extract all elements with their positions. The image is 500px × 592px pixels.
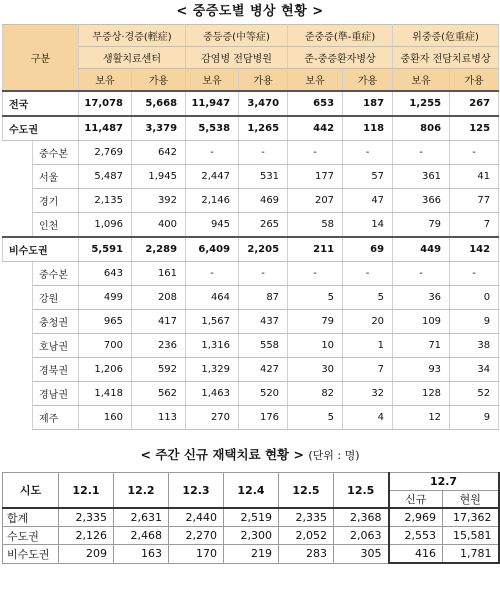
home-care-title xyxy=(0,444,500,466)
value-cell: 5 xyxy=(343,286,393,310)
value-cell: 71 xyxy=(393,334,450,358)
value-cell: 2,146 xyxy=(186,189,239,213)
row-label: 충청권 xyxy=(33,310,79,334)
value-cell: 209 xyxy=(59,545,114,564)
value-cell: 30 xyxy=(288,358,343,382)
value-cell: 366 xyxy=(393,189,450,213)
value-cell: 163 xyxy=(114,545,169,564)
row-label: 호남권 xyxy=(33,334,79,358)
value-cell: 36 xyxy=(393,286,450,310)
value-cell: - xyxy=(239,141,288,165)
value-cell: 965 xyxy=(79,310,132,334)
unit-label: (단위 : 명) xyxy=(308,449,360,462)
value-cell: 427 xyxy=(239,358,288,382)
value-cell: 437 xyxy=(239,310,288,334)
col-avail-header: 가용 xyxy=(450,69,499,92)
value-cell: 806 xyxy=(393,116,450,141)
value-cell: 2,335 xyxy=(279,508,334,527)
value-cell: - xyxy=(343,141,393,165)
value-cell: 267 xyxy=(450,91,499,116)
region-row xyxy=(3,334,499,358)
value-cell: 109 xyxy=(393,310,450,334)
row-label: 강원 xyxy=(33,286,79,310)
value-cell: 2,335 xyxy=(59,508,114,527)
value-cell: 1,206 xyxy=(79,358,132,382)
region-row xyxy=(3,213,499,238)
value-cell: 2,063 xyxy=(334,527,389,545)
value-cell: 87 xyxy=(239,286,288,310)
value-cell: 442 xyxy=(288,116,343,141)
home-care-table xyxy=(2,472,500,564)
value-cell: 10 xyxy=(288,334,343,358)
value-cell: 6,409 xyxy=(186,237,239,262)
value-cell: 1,316 xyxy=(186,334,239,358)
facility-header: 중환자 전담치료병상 xyxy=(393,47,499,69)
indent-cell xyxy=(3,382,33,406)
region-row xyxy=(3,286,499,310)
region-row xyxy=(3,189,499,213)
value-cell: 562 xyxy=(132,382,186,406)
value-cell: 400 xyxy=(132,213,186,238)
value-cell: - xyxy=(450,262,499,286)
col-have-header: 보유 xyxy=(288,69,343,92)
value-cell: 208 xyxy=(132,286,186,310)
value-cell: 5,487 xyxy=(79,165,132,189)
value-cell: 118 xyxy=(343,116,393,141)
value-cell: 2,270 xyxy=(169,527,224,545)
value-cell: 643 xyxy=(79,262,132,286)
bed-status-table xyxy=(2,24,499,430)
value-cell: 17,078 xyxy=(79,91,132,116)
value-cell: 82 xyxy=(288,382,343,406)
row-label: 경기 xyxy=(33,189,79,213)
value-cell: 125 xyxy=(450,116,499,141)
bed-status-title: < 중증도별 병상 현황 > xyxy=(176,4,324,19)
value-cell: 499 xyxy=(79,286,132,310)
col-avail-header: 가용 xyxy=(239,69,288,92)
latest-date-header: 12.7 xyxy=(389,473,499,491)
row-label: 전국 xyxy=(3,91,79,116)
current-cases-header: 현원 xyxy=(443,491,499,509)
value-cell: 11,487 xyxy=(79,116,132,141)
value-cell: 32 xyxy=(343,382,393,406)
row-label: 합계 xyxy=(3,508,59,527)
value-cell: 211 xyxy=(288,237,343,262)
value-cell: 176 xyxy=(239,406,288,430)
value-cell: 2,769 xyxy=(79,141,132,165)
value-cell: 2,300 xyxy=(224,527,279,545)
value-cell: 1,418 xyxy=(79,382,132,406)
value-cell: 1,567 xyxy=(186,310,239,334)
value-cell: 236 xyxy=(132,334,186,358)
indent-cell xyxy=(3,310,33,334)
value-cell: 531 xyxy=(239,165,288,189)
value-cell: 7 xyxy=(343,358,393,382)
home-care-row xyxy=(3,545,499,564)
value-cell: 4 xyxy=(343,406,393,430)
value-cell: 170 xyxy=(169,545,224,564)
value-cell: 177 xyxy=(288,165,343,189)
value-cell: 558 xyxy=(239,334,288,358)
gubun-header: 구분 xyxy=(3,25,79,92)
value-cell: 47 xyxy=(343,189,393,213)
value-cell: 1,265 xyxy=(239,116,288,141)
value-cell: 2,440 xyxy=(169,508,224,527)
value-cell: 69 xyxy=(343,237,393,262)
indent-cell xyxy=(3,189,33,213)
value-cell: 2,135 xyxy=(79,189,132,213)
row-label: 경북권 xyxy=(33,358,79,382)
value-cell: 41 xyxy=(450,165,499,189)
value-cell: 9 xyxy=(450,406,499,430)
value-cell: 142 xyxy=(450,237,499,262)
value-cell: 5,668 xyxy=(132,91,186,116)
value-cell: 1,096 xyxy=(79,213,132,238)
value-cell: 93 xyxy=(393,358,450,382)
value-cell: 161 xyxy=(132,262,186,286)
value-cell: 52 xyxy=(450,382,499,406)
value-cell: 17,362 xyxy=(443,508,499,527)
value-cell: 12 xyxy=(393,406,450,430)
value-cell: 417 xyxy=(132,310,186,334)
value-cell: 1,255 xyxy=(393,91,450,116)
value-cell: 305 xyxy=(334,545,389,564)
col-avail-header: 가용 xyxy=(132,69,186,92)
value-cell: - xyxy=(343,262,393,286)
value-cell: 1 xyxy=(343,334,393,358)
value-cell: - xyxy=(393,262,450,286)
summary-row xyxy=(3,237,499,262)
row-label: 비수도권 xyxy=(3,237,79,262)
summary-row xyxy=(3,116,499,141)
indent-cell xyxy=(3,262,33,286)
value-cell: 2,052 xyxy=(279,527,334,545)
region-row xyxy=(3,382,499,406)
region-header: 시도 xyxy=(3,473,59,509)
value-cell: 3,470 xyxy=(239,91,288,116)
value-cell: 5,538 xyxy=(186,116,239,141)
value-cell: 283 xyxy=(279,545,334,564)
value-cell: 14 xyxy=(343,213,393,238)
new-cases-header: 신규 xyxy=(389,491,443,509)
value-cell: - xyxy=(288,262,343,286)
value-cell: - xyxy=(450,141,499,165)
date-header: 12.3 xyxy=(169,473,224,509)
facility-header: 준-중증환자병상 xyxy=(288,47,393,69)
value-cell: 207 xyxy=(288,189,343,213)
indent-cell xyxy=(3,358,33,382)
value-cell: 392 xyxy=(132,189,186,213)
group-header: 무증상·경증(輕症) xyxy=(79,25,186,47)
summary-row xyxy=(3,91,499,116)
value-cell: 2,289 xyxy=(132,237,186,262)
value-cell: 187 xyxy=(343,91,393,116)
row-label: 인천 xyxy=(33,213,79,238)
value-cell: 642 xyxy=(132,141,186,165)
value-cell: 5,591 xyxy=(79,237,132,262)
indent-cell xyxy=(3,141,33,165)
region-row xyxy=(3,262,499,286)
col-have-header: 보유 xyxy=(393,69,450,92)
date-header: 12.2 xyxy=(114,473,169,509)
value-cell: 945 xyxy=(186,213,239,238)
value-cell: 15,581 xyxy=(443,527,499,545)
row-label: 비수도권 xyxy=(3,545,59,564)
indent-cell xyxy=(3,213,33,238)
row-label: 수도권 xyxy=(3,527,59,545)
value-cell: 160 xyxy=(79,406,132,430)
value-cell: 520 xyxy=(239,382,288,406)
value-cell: 2,468 xyxy=(114,527,169,545)
row-label: 제주 xyxy=(33,406,79,430)
row-label: 중수본 xyxy=(33,141,79,165)
indent-cell xyxy=(3,165,33,189)
value-cell: 0 xyxy=(450,286,499,310)
value-cell: 653 xyxy=(288,91,343,116)
group-header: 준중증(準-重症) xyxy=(288,25,393,47)
value-cell: 416 xyxy=(389,545,443,564)
row-label: 수도권 xyxy=(3,116,79,141)
value-cell: 79 xyxy=(288,310,343,334)
value-cell: 3,379 xyxy=(132,116,186,141)
region-row xyxy=(3,358,499,382)
value-cell: 1,781 xyxy=(443,545,499,564)
value-cell: 464 xyxy=(186,286,239,310)
value-cell: 361 xyxy=(393,165,450,189)
value-cell: 265 xyxy=(239,213,288,238)
value-cell: 2,631 xyxy=(114,508,169,527)
date-header: 12.1 xyxy=(59,473,114,509)
value-cell: - xyxy=(186,141,239,165)
value-cell: 58 xyxy=(288,213,343,238)
value-cell: 38 xyxy=(450,334,499,358)
region-row xyxy=(3,165,499,189)
value-cell: 1,329 xyxy=(186,358,239,382)
row-label: 경남권 xyxy=(33,382,79,406)
value-cell: 219 xyxy=(224,545,279,564)
value-cell: 113 xyxy=(132,406,186,430)
region-row xyxy=(3,310,499,334)
value-cell: 2,447 xyxy=(186,165,239,189)
value-cell: 57 xyxy=(343,165,393,189)
indent-cell xyxy=(3,286,33,310)
value-cell: 592 xyxy=(132,358,186,382)
date-header: 12.4 xyxy=(224,473,279,509)
row-label: 서울 xyxy=(33,165,79,189)
region-row xyxy=(3,406,499,430)
home-care-title-text: < 주간 신규 재택치료 현황 > xyxy=(140,447,304,462)
facility-header: 생활치료센터 xyxy=(79,47,186,69)
value-cell: 700 xyxy=(79,334,132,358)
row-label: 중수본 xyxy=(33,262,79,286)
value-cell: 469 xyxy=(239,189,288,213)
col-avail-header: 가용 xyxy=(343,69,393,92)
value-cell: 5 xyxy=(288,286,343,310)
value-cell: 2,126 xyxy=(59,527,114,545)
col-have-header: 보유 xyxy=(79,69,132,92)
value-cell: 11,947 xyxy=(186,91,239,116)
group-header: 중등증(中等症) xyxy=(186,25,288,47)
home-care-row xyxy=(3,508,499,527)
value-cell: 79 xyxy=(393,213,450,238)
value-cell: 9 xyxy=(450,310,499,334)
indent-cell xyxy=(3,334,33,358)
value-cell: - xyxy=(288,141,343,165)
value-cell: - xyxy=(239,262,288,286)
home-care-row xyxy=(3,527,499,545)
value-cell: 2,519 xyxy=(224,508,279,527)
value-cell: 77 xyxy=(450,189,499,213)
value-cell: 20 xyxy=(343,310,393,334)
value-cell: 2,969 xyxy=(389,508,443,527)
value-cell: 2,205 xyxy=(239,237,288,262)
value-cell: - xyxy=(393,141,450,165)
value-cell: - xyxy=(186,262,239,286)
group-header: 위중증(危重症) xyxy=(393,25,499,47)
value-cell: 1,945 xyxy=(132,165,186,189)
region-row xyxy=(3,141,499,165)
value-cell: 2,368 xyxy=(334,508,389,527)
date-header: 12.5 xyxy=(279,473,334,509)
value-cell: 34 xyxy=(450,358,499,382)
value-cell: 128 xyxy=(393,382,450,406)
value-cell: 449 xyxy=(393,237,450,262)
value-cell: 270 xyxy=(186,406,239,430)
facility-header: 감염병 전담병원 xyxy=(186,47,288,69)
col-have-header: 보유 xyxy=(186,69,239,92)
date-header: 12.5 xyxy=(334,473,389,509)
value-cell: 1,463 xyxy=(186,382,239,406)
value-cell: 7 xyxy=(450,213,499,238)
indent-cell xyxy=(3,406,33,430)
value-cell: 5 xyxy=(288,406,343,430)
value-cell: 2,553 xyxy=(389,527,443,545)
